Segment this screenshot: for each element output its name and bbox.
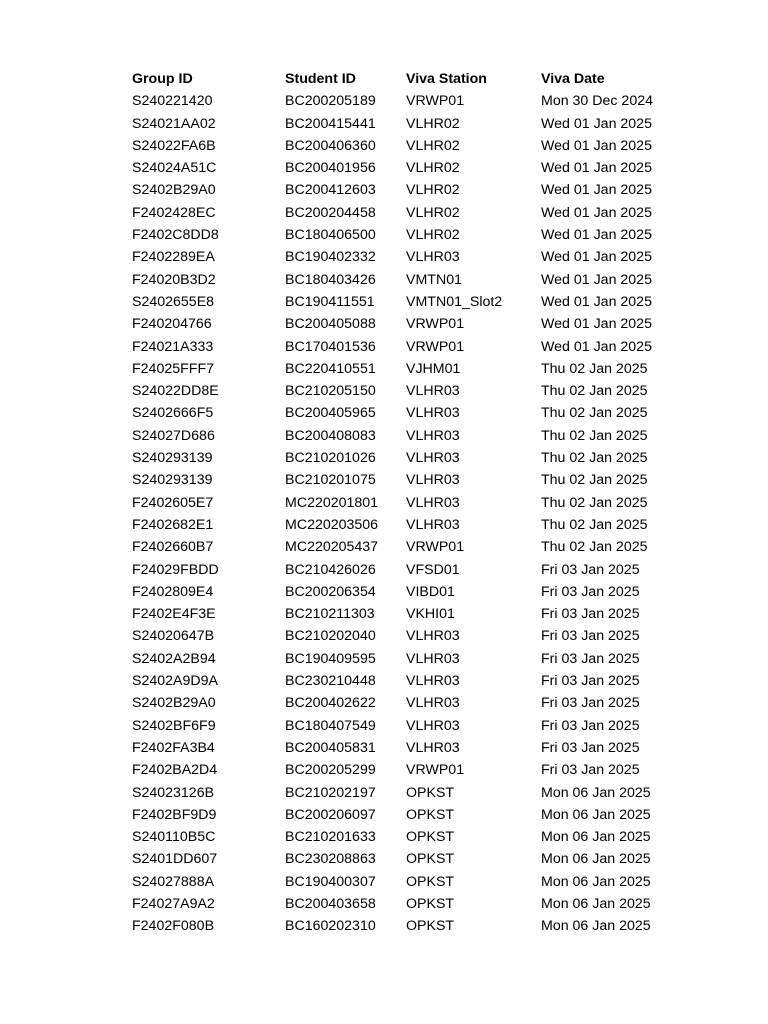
cell-viva-date: Fri 03 Jan 2025	[541, 673, 640, 690]
cell-viva-station: VRWP01	[406, 338, 465, 355]
cell-viva-date: Fri 03 Jan 2025	[541, 762, 640, 779]
table-body	[126, 90, 681, 937]
cell-viva-date: Mon 06 Jan 2025	[541, 784, 651, 801]
cell-viva-date: Thu 02 Jan 2025	[541, 539, 648, 556]
cell-viva-date: Mon 06 Jan 2025	[541, 806, 651, 823]
cell-viva-station: VLHR03	[406, 739, 460, 756]
cell-viva-date: Mon 30 Dec 2024	[541, 93, 653, 110]
table-row	[126, 402, 681, 424]
cell-group-id: S2402666F5	[132, 405, 214, 422]
table-row	[126, 447, 681, 469]
table-row	[126, 224, 681, 246]
cell-student-id: BC210426026	[285, 561, 376, 578]
cell-viva-station: VJHM01	[406, 360, 461, 377]
table-row	[126, 848, 681, 870]
table-row	[126, 358, 681, 380]
cell-viva-station: VLHR03	[406, 405, 460, 422]
cell-group-id: F2402C8DD8	[132, 227, 219, 244]
cell-viva-date: Fri 03 Jan 2025	[541, 561, 640, 578]
cell-viva-date: Thu 02 Jan 2025	[541, 450, 648, 467]
cell-viva-station: VFSD01	[406, 561, 460, 578]
cell-group-id: S24020647B	[132, 628, 215, 645]
cell-student-id: BC190409595	[285, 650, 376, 667]
table-row	[126, 514, 681, 536]
cell-viva-station: VLHR03	[406, 472, 460, 489]
cell-viva-station: VRWP01	[406, 539, 465, 556]
header-student-id: Student ID	[285, 71, 356, 87]
cell-viva-station: VIBD01	[406, 583, 455, 600]
table-row	[126, 559, 681, 581]
cell-student-id: MC220203506	[285, 516, 379, 533]
cell-group-id: F2402682E1	[132, 516, 214, 533]
table-row	[126, 625, 681, 647]
table-row	[126, 90, 681, 112]
cell-student-id: BC180407549	[285, 717, 376, 734]
cell-viva-date: Fri 03 Jan 2025	[541, 717, 640, 734]
table-row	[126, 469, 681, 491]
cell-group-id: S240221420	[132, 93, 213, 110]
cell-group-id: S2402B29A0	[132, 182, 216, 199]
cell-viva-station: OPKST	[406, 873, 455, 890]
cell-viva-date: Fri 03 Jan 2025	[541, 695, 640, 712]
cell-group-id: S24027D686	[132, 427, 215, 444]
cell-group-id: F2402605E7	[132, 494, 214, 511]
cell-student-id: BC180403426	[285, 271, 376, 288]
table-row	[126, 202, 681, 224]
cell-student-id: BC200405088	[285, 316, 376, 333]
cell-viva-station: VLHR03	[406, 673, 460, 690]
cell-viva-station: VLHR03	[406, 450, 460, 467]
cell-student-id: BC220410551	[285, 360, 376, 377]
cell-viva-date: Fri 03 Jan 2025	[541, 628, 640, 645]
table-row	[126, 269, 681, 291]
header-viva-date: Viva Date	[541, 71, 605, 87]
cell-viva-date: Wed 01 Jan 2025	[541, 115, 652, 132]
cell-student-id: BC180406500	[285, 227, 376, 244]
cell-group-id: F2402F080B	[132, 918, 215, 935]
cell-viva-date: Wed 01 Jan 2025	[541, 137, 652, 154]
cell-viva-date: Mon 06 Jan 2025	[541, 851, 651, 868]
table-row	[126, 157, 681, 179]
table-row	[126, 313, 681, 335]
cell-group-id: F24027A9A2	[132, 895, 215, 912]
table-row	[126, 648, 681, 670]
cell-viva-date: Wed 01 Jan 2025	[541, 271, 652, 288]
cell-viva-station: OPKST	[406, 806, 455, 823]
cell-group-id: S24027888A	[132, 873, 215, 890]
cell-viva-station: VLHR02	[406, 204, 460, 221]
cell-viva-station: VMTN01	[406, 271, 462, 288]
cell-viva-station: VLHR02	[406, 227, 460, 244]
cell-viva-date: Mon 06 Jan 2025	[541, 829, 651, 846]
cell-group-id: S240293139	[132, 450, 213, 467]
table-header	[126, 68, 681, 90]
cell-student-id: BC210202197	[285, 784, 376, 801]
table-row	[126, 782, 681, 804]
cell-viva-date: Thu 02 Jan 2025	[541, 405, 648, 422]
cell-viva-date: Thu 02 Jan 2025	[541, 360, 648, 377]
header-row	[126, 68, 681, 90]
cell-viva-station: VLHR03	[406, 695, 460, 712]
cell-student-id: BC170401536	[285, 338, 376, 355]
cell-viva-date: Wed 01 Jan 2025	[541, 182, 652, 199]
cell-viva-station: VMTN01_Slot2	[406, 293, 503, 310]
cell-viva-date: Fri 03 Jan 2025	[541, 739, 640, 756]
cell-viva-station: VLHR03	[406, 383, 460, 400]
cell-viva-station: OPKST	[406, 918, 455, 935]
table-row	[126, 603, 681, 625]
cell-viva-station: VLHR02	[406, 160, 460, 177]
cell-viva-date: Wed 01 Jan 2025	[541, 227, 652, 244]
cell-viva-station: VLHR02	[406, 137, 460, 154]
table-row	[126, 804, 681, 826]
cell-group-id: S2402A9D9A	[132, 673, 218, 690]
cell-viva-date: Wed 01 Jan 2025	[541, 316, 652, 333]
cell-group-id: S24022FA6B	[132, 137, 216, 154]
cell-viva-date: Wed 01 Jan 2025	[541, 293, 652, 310]
cell-group-id: S2401DD607	[132, 851, 218, 868]
cell-student-id: BC200206354	[285, 583, 376, 600]
table-row	[126, 581, 681, 603]
table-row	[126, 692, 681, 714]
cell-group-id: F2402FA3B4	[132, 739, 215, 756]
table-row	[126, 670, 681, 692]
cell-viva-station: OPKST	[406, 851, 455, 868]
cell-group-id: F24020B3D2	[132, 271, 216, 288]
cell-viva-station: VLHR03	[406, 717, 460, 734]
table-row	[126, 425, 681, 447]
cell-student-id: BC230210448	[285, 673, 376, 690]
cell-viva-station: VLHR03	[406, 516, 460, 533]
cell-student-id: BC190400307	[285, 873, 376, 890]
cell-student-id: BC200205189	[285, 93, 376, 110]
cell-group-id: F2402BF9D9	[132, 806, 217, 823]
cell-group-id: F2402289EA	[132, 249, 215, 266]
cell-viva-date: Fri 03 Jan 2025	[541, 583, 640, 600]
cell-viva-station: VLHR03	[406, 628, 460, 645]
cell-group-id: F2402BA2D4	[132, 762, 218, 779]
table-row	[126, 380, 681, 402]
cell-group-id: S2402BF6F9	[132, 717, 216, 734]
cell-student-id: BC160202310	[285, 918, 376, 935]
cell-student-id: BC200408083	[285, 427, 376, 444]
cell-group-id: S2402A2B94	[132, 650, 216, 667]
table-row	[126, 759, 681, 781]
cell-student-id: BC200405831	[285, 739, 376, 756]
cell-viva-date: Thu 02 Jan 2025	[541, 383, 648, 400]
cell-group-id: F24029FBDD	[132, 561, 219, 578]
cell-viva-station: VRWP01	[406, 93, 465, 110]
cell-viva-station: OPKST	[406, 829, 455, 846]
cell-student-id: MC220201801	[285, 494, 379, 511]
cell-group-id: S240293139	[132, 472, 213, 489]
table-row	[126, 893, 681, 915]
header-viva-station: Viva Station	[406, 71, 487, 87]
cell-student-id: BC210201633	[285, 829, 376, 846]
cell-viva-date: Thu 02 Jan 2025	[541, 516, 648, 533]
cell-group-id: S24024A51C	[132, 160, 217, 177]
cell-viva-date: Wed 01 Jan 2025	[541, 160, 652, 177]
cell-group-id: S2402B29A0	[132, 695, 216, 712]
cell-student-id: BC210201026	[285, 450, 376, 467]
cell-viva-station: VRWP01	[406, 316, 465, 333]
viva-schedule-table	[126, 68, 681, 938]
cell-viva-station: VLHR03	[406, 427, 460, 444]
table-row	[126, 179, 681, 201]
cell-student-id: BC200401956	[285, 160, 376, 177]
cell-student-id: MC220205437	[285, 539, 379, 556]
table-row	[126, 915, 681, 937]
cell-group-id: S240110B5C	[132, 829, 216, 846]
cell-viva-date: Wed 01 Jan 2025	[541, 204, 652, 221]
cell-viva-date: Mon 06 Jan 2025	[541, 918, 651, 935]
cell-viva-station: VLHR03	[406, 494, 460, 511]
cell-student-id: BC200403658	[285, 895, 376, 912]
cell-group-id: F24021A333	[132, 338, 214, 355]
cell-student-id: BC200406360	[285, 137, 376, 154]
cell-student-id: BC200204458	[285, 204, 376, 221]
cell-viva-date: Fri 03 Jan 2025	[541, 650, 640, 667]
cell-viva-station: VLHR03	[406, 650, 460, 667]
cell-viva-station: VKHI01	[406, 606, 455, 623]
table-row	[126, 246, 681, 268]
cell-group-id: S24021AA02	[132, 115, 216, 132]
table-row	[126, 536, 681, 558]
cell-group-id: S24023126B	[132, 784, 215, 801]
table-row	[126, 715, 681, 737]
cell-student-id: BC200205299	[285, 762, 376, 779]
cell-viva-date: Thu 02 Jan 2025	[541, 494, 648, 511]
cell-viva-date: Mon 06 Jan 2025	[541, 895, 651, 912]
table-row	[126, 113, 681, 135]
table-row	[126, 826, 681, 848]
cell-viva-date: Mon 06 Jan 2025	[541, 873, 651, 890]
cell-group-id: F24025FFF7	[132, 360, 215, 377]
cell-viva-date: Wed 01 Jan 2025	[541, 249, 652, 266]
cell-student-id: BC200415441	[285, 115, 376, 132]
table-row	[126, 871, 681, 893]
table-row	[126, 336, 681, 358]
cell-student-id: BC200405965	[285, 405, 376, 422]
cell-group-id: F240204766	[132, 316, 212, 333]
cell-viva-station: OPKST	[406, 895, 455, 912]
table-row	[126, 291, 681, 313]
cell-student-id: BC210202040	[285, 628, 376, 645]
cell-viva-station: OPKST	[406, 784, 455, 801]
cell-group-id: S2402655E8	[132, 293, 215, 310]
cell-student-id: BC190402332	[285, 249, 376, 266]
cell-viva-station: VLHR02	[406, 115, 460, 132]
cell-group-id: F2402809E4	[132, 583, 214, 600]
header-group-id: Group ID	[132, 71, 193, 87]
cell-student-id: BC200206097	[285, 806, 376, 823]
cell-student-id: BC200412603	[285, 182, 376, 199]
cell-group-id: F2402660B7	[132, 539, 214, 556]
cell-student-id: BC210211303	[285, 606, 375, 623]
cell-student-id: BC200402622	[285, 695, 376, 712]
cell-viva-station: VRWP01	[406, 762, 465, 779]
table-row	[126, 737, 681, 759]
cell-viva-date: Thu 02 Jan 2025	[541, 472, 648, 489]
cell-student-id: BC190411551	[285, 293, 375, 310]
table-row	[126, 492, 681, 514]
table-row	[126, 135, 681, 157]
cell-group-id: F2402428EC	[132, 204, 216, 221]
cell-group-id: F2402E4F3E	[132, 606, 216, 623]
cell-viva-date: Thu 02 Jan 2025	[541, 427, 648, 444]
cell-viva-station: VLHR03	[406, 249, 460, 266]
cell-student-id: BC210205150	[285, 383, 376, 400]
cell-student-id: BC210201075	[285, 472, 376, 489]
cell-group-id: S24022DD8E	[132, 383, 219, 400]
cell-viva-date: Wed 01 Jan 2025	[541, 338, 652, 355]
cell-student-id: BC230208863	[285, 851, 376, 868]
cell-viva-date: Fri 03 Jan 2025	[541, 606, 640, 623]
cell-viva-station: VLHR02	[406, 182, 460, 199]
